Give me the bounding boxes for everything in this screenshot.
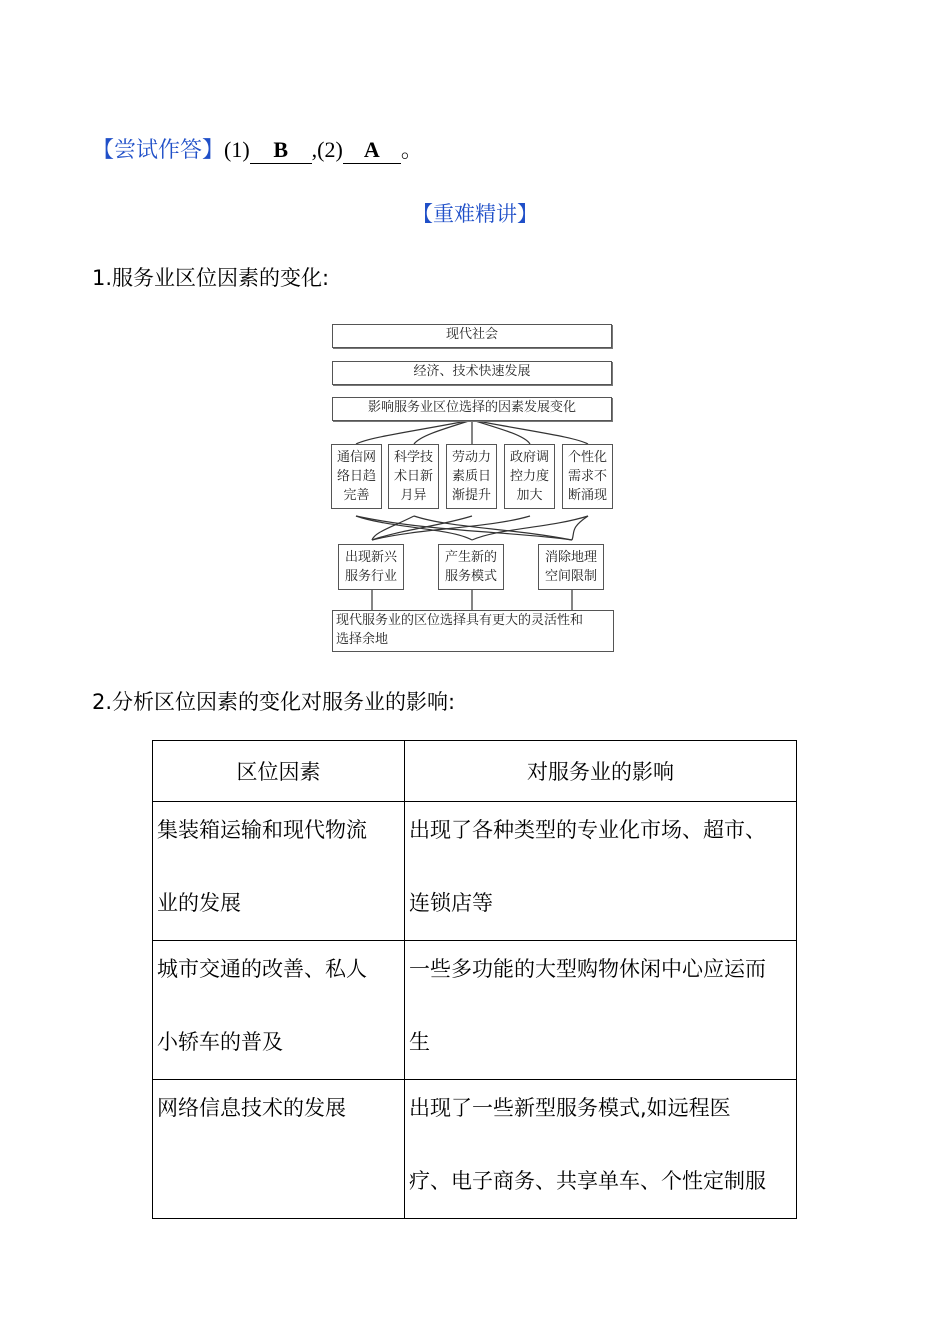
- effect-line: 产生新的: [444, 550, 497, 565]
- factor-line: 加大: [516, 488, 543, 503]
- table-header-row: [153, 741, 797, 802]
- factor-cell: [153, 1080, 405, 1219]
- flow-box-result: [332, 610, 614, 652]
- factor-line: 控力度: [509, 469, 549, 484]
- connector-curve: [356, 420, 472, 444]
- cell-line: 小轿车的普及: [157, 1030, 283, 1054]
- table-row: [153, 1080, 797, 1219]
- factor-line: 劳动力: [451, 450, 491, 465]
- influence-table: [152, 740, 797, 1219]
- result-line: 现代服务业的区位选择具有更大的灵活性和: [336, 613, 584, 628]
- cell-line: 疗、电子商务、共享单车、个性定制服: [409, 1169, 766, 1193]
- factor-line: 需求不: [567, 469, 607, 484]
- connector-curve: [372, 516, 530, 540]
- connector-curve: [472, 420, 588, 444]
- factor-line: 渐提升: [451, 488, 491, 503]
- effect-line: 消除地理: [544, 550, 597, 565]
- flow-box-effect: [338, 544, 404, 590]
- answer-end: 。: [400, 138, 423, 163]
- section-heading: 【重难精讲】: [412, 202, 538, 226]
- table-header-factor: 区位因素: [153, 741, 405, 802]
- connector-curve: [472, 516, 588, 540]
- flow-box-factor-change: 影响服务业区位选择的因素发展变化: [332, 397, 612, 421]
- cell-line: 一些多功能的大型购物休闲中心应运而: [409, 957, 766, 981]
- cell-line: 出现了各种类型的专业化市场、超市、: [409, 818, 766, 842]
- flow-box-factor: [446, 444, 497, 509]
- flow-box-factor: [388, 444, 439, 509]
- factor-line: 科学技: [393, 450, 433, 465]
- cell-line: 集装箱运输和现代物流: [157, 818, 367, 842]
- factor-line: 政府调: [509, 450, 549, 465]
- flow-box-factor: [562, 444, 613, 509]
- factor-cell: [153, 941, 405, 1080]
- factor-line: 通信网: [336, 450, 376, 465]
- factor-line: 个性化: [567, 450, 607, 465]
- flow-box-factor: [331, 444, 382, 509]
- flow-box-society: 现代社会: [332, 324, 612, 348]
- result-line: 选择余地: [336, 632, 389, 647]
- answer-tag: 【尝试作答】: [92, 138, 225, 163]
- factor-line: 完善: [343, 488, 370, 503]
- q1-answer-blank: B: [250, 135, 312, 164]
- cell-line: 业的发展: [157, 891, 241, 915]
- effect-line: 出现新兴: [344, 550, 397, 565]
- factor-line: 术日新: [393, 469, 433, 484]
- cell-line: 出现了一些新型服务模式,如远程医: [409, 1096, 731, 1120]
- q2-answer-blank: A: [343, 135, 401, 164]
- effect-line: 服务行业: [344, 569, 397, 584]
- connector-curve: [414, 420, 472, 444]
- location-factor-flowchart: [330, 322, 615, 654]
- flow-box-economy: 经济、技术快速发展: [332, 361, 612, 385]
- cell-line: 城市交通的改善、私人: [157, 957, 367, 981]
- flow-box-effect: [438, 544, 504, 590]
- effect-cell: [405, 802, 797, 941]
- item1-heading: 1.服务业区位因素的变化:: [92, 266, 330, 290]
- effect-cell: [405, 941, 797, 1080]
- factor-cell: [153, 802, 405, 941]
- table-row: [153, 802, 797, 941]
- answer-line: [92, 133, 423, 168]
- factor-line: 断涌现: [567, 488, 607, 503]
- connector-curve: [472, 420, 530, 444]
- flow-box-factor: [504, 444, 555, 509]
- effect-line: 服务模式: [444, 569, 497, 584]
- effect-line: 空间限制: [544, 569, 597, 584]
- q1-prefix: (1): [224, 137, 250, 162]
- cell-line: 连锁店等: [409, 891, 493, 915]
- item2-heading: 2.分析区位因素的变化对服务业的影响:: [92, 690, 456, 714]
- factor-line: 络日趋: [336, 469, 376, 484]
- factor-line: 月异: [400, 488, 427, 503]
- effect-cell: [405, 1080, 797, 1219]
- cell-line: 网络信息技术的发展: [157, 1096, 346, 1120]
- answer-separator: ,(2): [311, 137, 343, 162]
- flow-box-effect: [538, 544, 604, 590]
- cell-line: 生: [409, 1030, 430, 1054]
- factor-line: 素质日: [451, 469, 491, 484]
- table-header-effect: 对服务业的影响: [405, 741, 797, 802]
- table-row: [153, 941, 797, 1080]
